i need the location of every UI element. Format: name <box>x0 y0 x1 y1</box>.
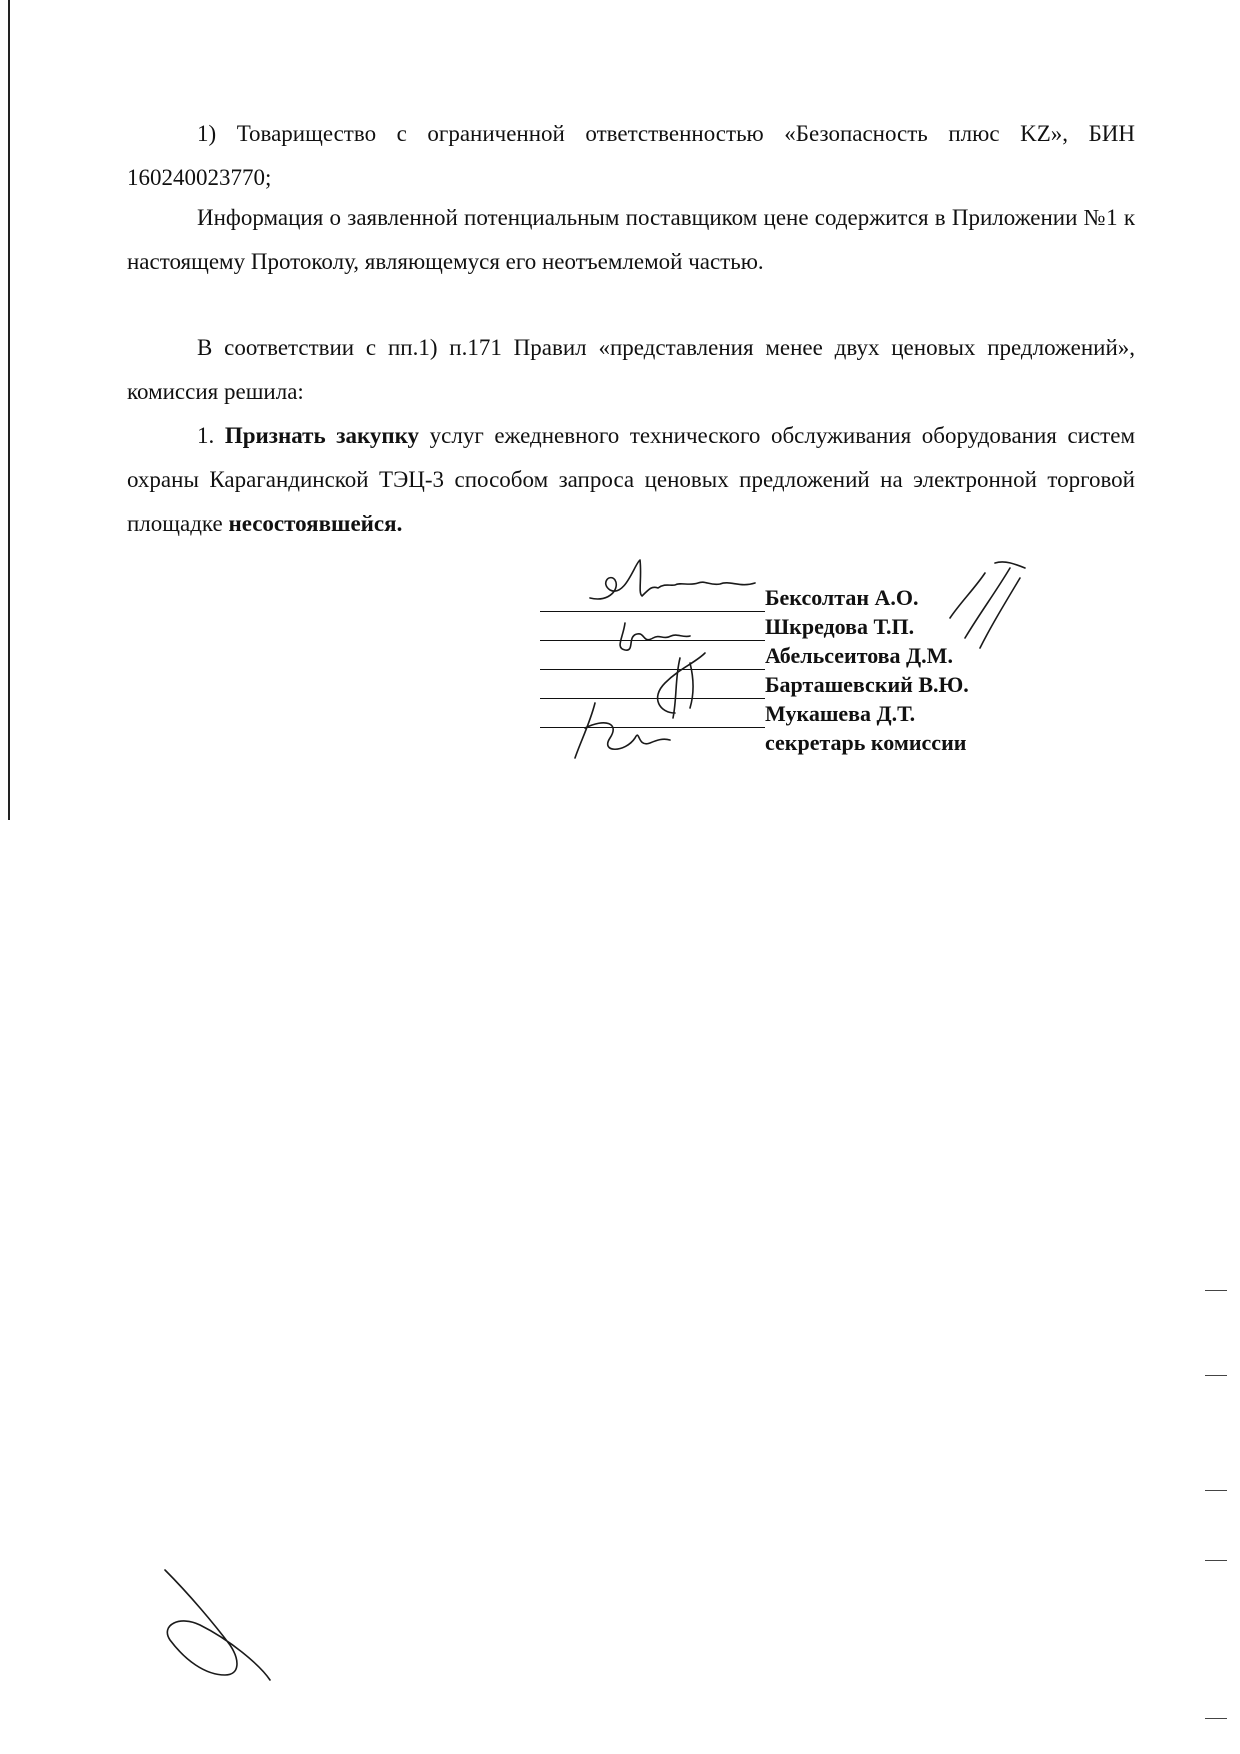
decision-text: услуг ежедневного технического обслуживания оборудования систем охраны Карагандинской ТЭЦ-3 способом запроса ценовых предложений на электронной торговой площадке <box>127 423 1135 536</box>
paragraph-supplier: 1) Товарищество с ограниченной ответственностью «Безопасность плюс KZ», БИН 160240023770; <box>127 121 1135 190</box>
scan-mark <box>1205 1560 1227 1561</box>
signature-mark <box>940 558 1030 658</box>
paragraph-decision <box>127 414 1135 546</box>
decision-bold-procurement: закупку <box>336 423 420 448</box>
signatory-list <box>765 583 969 757</box>
signatory-name: Мукашева Д.Т. <box>765 701 916 726</box>
paragraph-price-info: Информация о заявленной потенциальным поставщиком цене содержится в Приложении №1 к настоящему Протоколу, являющемуся его неотъемлемой частью. <box>127 205 1135 274</box>
signatory-name: Абельсеитова Д.М. <box>765 643 953 668</box>
signatory-name: Бексолтан А.О. <box>765 585 919 610</box>
signature-line <box>540 611 765 612</box>
page-number-mark <box>160 1565 280 1685</box>
signatory-name: Шкредова Т.П. <box>765 614 915 639</box>
scan-mark <box>1205 1290 1227 1291</box>
scan-mark <box>1205 1718 1227 1719</box>
scan-mark <box>1205 1375 1227 1376</box>
decision-bold-failed: несостоявшейся. <box>228 511 403 536</box>
scan-mark <box>1205 1490 1227 1491</box>
signature-block <box>540 583 1100 773</box>
signatory-role: секретарь комиссии <box>765 730 967 755</box>
scan-edge-left <box>8 0 10 820</box>
decision-number: 1. <box>197 423 215 448</box>
paragraph-legal-basis: В соответствии с пп.1) п.171 Правил «представления менее двух ценовых предложений», комиссия решила: <box>127 335 1135 404</box>
decision-bold-recognize: Признать <box>224 423 326 448</box>
signature-mark <box>565 698 675 768</box>
signature-mark <box>580 558 770 608</box>
signatory-name: Барташевский В.Ю. <box>765 672 969 697</box>
